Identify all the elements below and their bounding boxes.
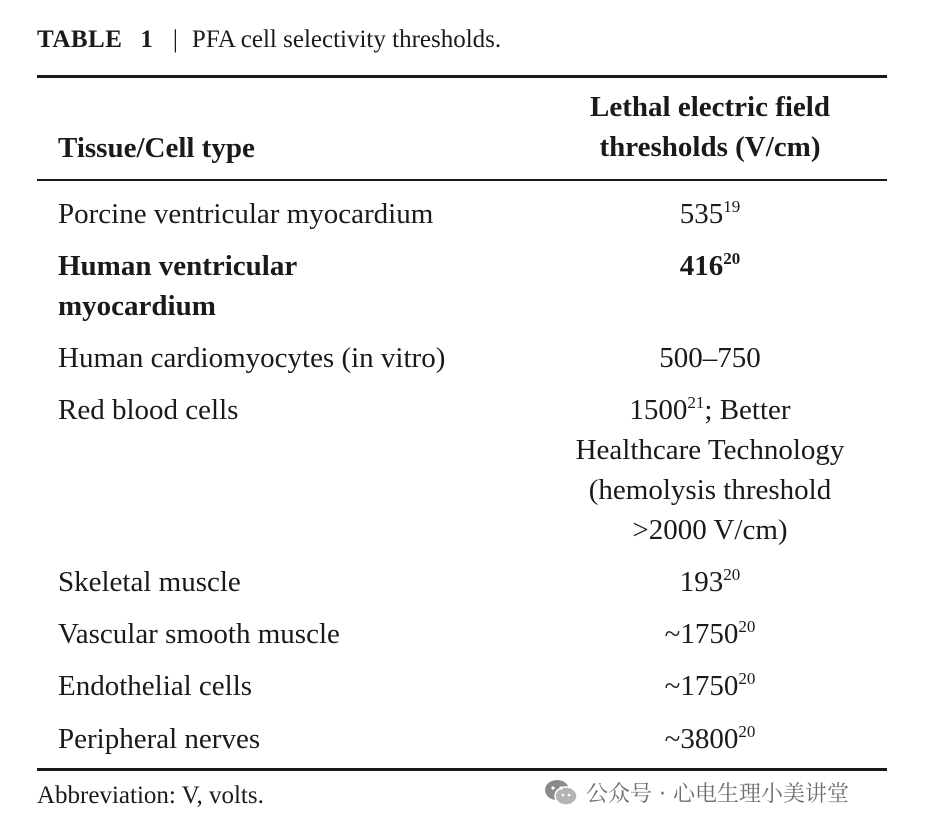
table-row-value	[535, 719, 885, 759]
table-row-tissue: Red blood cells	[58, 394, 239, 426]
reference-superscript: 20	[738, 669, 756, 688]
table-row-tissue: Endothelial cells	[58, 670, 253, 702]
threshold-value-line3: (hemolysis threshold	[588, 474, 832, 506]
table-row-tissue: Porcine ventricular myocardium	[58, 198, 434, 230]
table-row-value	[535, 666, 885, 706]
table-row-value	[535, 614, 885, 654]
threshold-value-rest: ; Better	[704, 394, 791, 426]
column-header-threshold-line2: thresholds (V/cm)	[599, 131, 821, 163]
watermark-text: 公众号 · 心电生理小美讲堂	[586, 782, 849, 807]
threshold-value: 500–750	[659, 342, 761, 374]
table-caption	[37, 22, 501, 58]
threshold-value: 535	[679, 198, 724, 230]
caption-label: TABLE	[37, 26, 123, 53]
threshold-value-line2: Healthcare Technology	[575, 434, 845, 466]
table-footnote: Abbreviation: V, volts.	[37, 782, 264, 809]
threshold-value-line4: >2000 V/cm)	[632, 514, 788, 546]
caption-number: 1	[140, 26, 153, 53]
table-top-rule	[37, 75, 887, 78]
reference-superscript: 20	[723, 565, 741, 584]
reference-superscript: 20	[738, 722, 756, 741]
column-header-threshold	[535, 87, 885, 167]
tissue-line2: myocardium	[58, 290, 216, 322]
tissue-line1: Human ventricular	[58, 250, 298, 282]
threshold-value: 1500	[629, 394, 688, 426]
threshold-value-line1	[535, 390, 885, 430]
threshold-value: 193	[679, 566, 724, 598]
table-row-tissue: Vascular smooth muscle	[58, 618, 340, 650]
table-header-rule	[37, 179, 887, 181]
caption-title: PFA cell selectivity thresholds.	[191, 26, 502, 53]
column-header-tissue: Tissue/Cell type	[58, 132, 255, 164]
watermark	[544, 777, 849, 808]
table-row-tissue: Skeletal muscle	[58, 566, 241, 598]
table-row-tissue	[58, 246, 528, 326]
threshold-value: ~1750	[664, 618, 739, 650]
reference-superscript: 21	[687, 393, 705, 412]
threshold-value: ~3800	[664, 723, 739, 755]
table-row-value	[535, 338, 885, 378]
table-row-value	[535, 194, 885, 234]
table-row-value	[535, 246, 885, 286]
threshold-value: 416	[679, 250, 724, 282]
table-row-value	[535, 390, 885, 550]
reference-superscript: 20	[723, 249, 741, 268]
table-row-value	[535, 562, 885, 602]
caption-separator: |	[172, 26, 178, 53]
reference-superscript: 20	[738, 617, 756, 636]
wechat-icon	[544, 779, 578, 807]
table-row-tissue: Human cardiomyocytes (in vitro)	[58, 342, 446, 374]
threshold-value: ~1750	[664, 670, 739, 702]
table-bottom-rule	[37, 768, 887, 771]
column-header-threshold-line1: Lethal electric field	[590, 91, 830, 123]
table-row-tissue: Peripheral nerves	[58, 723, 261, 755]
reference-superscript: 19	[723, 197, 741, 216]
